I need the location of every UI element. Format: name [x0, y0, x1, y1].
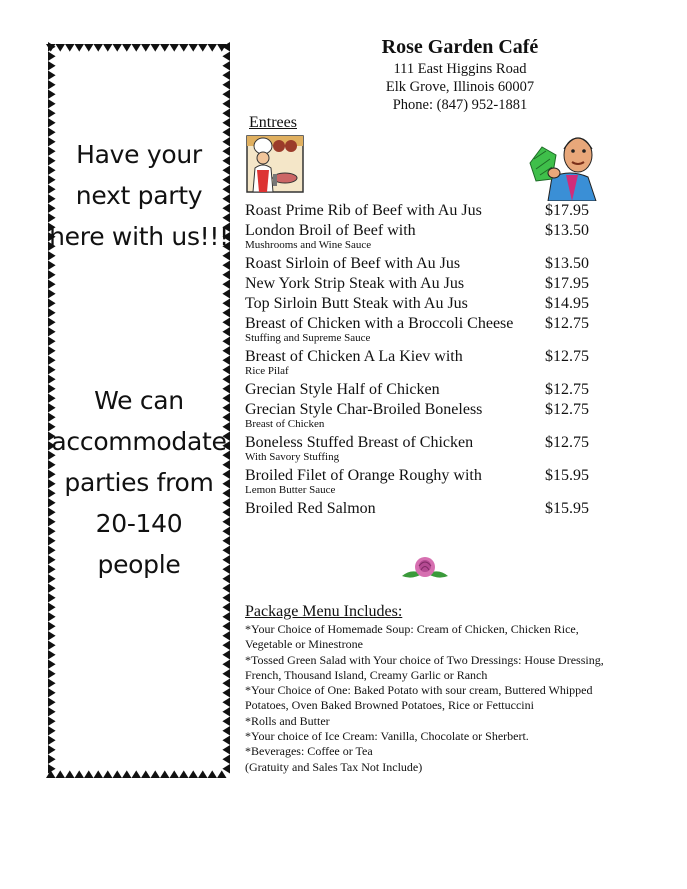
menu-item-name: Top Sirloin Butt Steak with Au Jus	[245, 295, 468, 312]
package-line: Potatoes, Oven Baked Browned Potatoes, Rice or Fettuccini	[245, 698, 534, 713]
party-promo-text	[44, 134, 234, 257]
promo-line: parties from	[64, 468, 214, 497]
menu-item-description: Lemon Butter Sauce	[245, 484, 336, 496]
menu-item-row	[245, 400, 605, 419]
package-line: *Your Choice of One: Baked Potato with sour cream, Buttered Whipped	[245, 683, 593, 698]
menu-item-price: $17.95	[545, 275, 589, 292]
package-line: French, Thousand Island, Creamy Garlic or Ranch	[245, 667, 488, 682]
rose-clipart-icon	[400, 554, 450, 584]
menu-item-price: $13.50	[545, 255, 589, 272]
man-with-money-clipart-icon	[526, 129, 602, 201]
menu-item-price: $12.75	[545, 348, 589, 365]
phone-number: Phone: (847) 952-1881	[392, 97, 528, 113]
package-line: *Rolls and Butter	[245, 713, 330, 728]
menu-item	[245, 201, 605, 220]
menu-item-price: $15.95	[545, 467, 589, 484]
promo-line: people	[97, 550, 181, 579]
menu-item	[245, 294, 605, 313]
promo-line: here with us!!!	[49, 222, 229, 251]
restaurant-header	[330, 34, 590, 114]
menu-item	[245, 499, 605, 518]
menu-item-price: $14.95	[545, 295, 589, 312]
menu-item-name: Broiled Red Salmon	[245, 500, 376, 517]
menu-item-name: Grecian Style Char-Broiled Boneless	[245, 401, 483, 418]
menu-item-price: $12.75	[545, 401, 589, 418]
package-line: (Gratuity and Sales Tax Not Include)	[245, 759, 423, 774]
menu-item-row	[245, 294, 605, 313]
menu-item-description: Stuffing and Supreme Sauce	[245, 332, 371, 344]
menu-item-row	[245, 254, 605, 273]
menu-item	[245, 466, 605, 496]
sidebar-panel	[44, 40, 234, 782]
entree-list	[245, 201, 605, 519]
menu-item-row	[245, 221, 605, 240]
capacity-promo-text	[44, 380, 234, 585]
menu-item-price: $12.75	[545, 434, 589, 451]
package-line: Vegetable or Minestrone	[245, 637, 363, 652]
package-menu	[245, 601, 655, 775]
address-line-2: Elk Grove, Illinois 60007	[385, 79, 535, 95]
menu-item-row	[245, 274, 605, 293]
promo-line: accommodate	[51, 427, 227, 456]
chef-clipart-icon	[245, 134, 305, 194]
menu-item	[245, 433, 605, 463]
menu-item	[245, 400, 605, 430]
menu-item-row	[245, 380, 605, 399]
address-line-1: 111 East Higgins Road	[393, 61, 527, 77]
promo-line: 20-140	[95, 509, 183, 538]
menu-item-name: New York Strip Steak with Au Jus	[245, 275, 465, 292]
menu-item-price: $12.75	[545, 381, 589, 398]
promo-line: Have your	[76, 140, 202, 169]
package-line: *Beverages: Coffee or Tea	[245, 744, 373, 759]
entrees-heading: Entrees	[249, 114, 297, 131]
menu-item-price: $12.75	[545, 315, 589, 332]
menu-item-description: Breast of Chicken	[245, 418, 325, 430]
menu-item-row	[245, 347, 605, 366]
menu-item-row	[245, 433, 605, 452]
menu-item-name: Breast of Chicken A La Kiev with	[245, 348, 463, 365]
menu-item-description: With Savory Stuffing	[245, 451, 340, 463]
cafe-name: Rose Garden Café	[381, 36, 539, 58]
menu-item	[245, 274, 605, 293]
menu-item-row	[245, 499, 605, 518]
package-menu-heading: Package Menu Includes:	[245, 603, 403, 620]
menu-item-row	[245, 314, 605, 333]
menu-item-price: $13.50	[545, 222, 589, 239]
menu-item-name: Grecian Style Half of Chicken	[245, 381, 440, 398]
menu-item-name: Broiled Filet of Orange Roughy with	[245, 467, 482, 484]
menu-item-price: $17.95	[545, 202, 589, 219]
menu-item-name: Boneless Stuffed Breast of Chicken	[245, 434, 474, 451]
package-line: *Your choice of Ice Cream: Vanilla, Chocolate or Sherbert.	[245, 729, 529, 744]
menu-item-row	[245, 201, 605, 220]
menu-item-name: Roast Sirloin of Beef with Au Jus	[245, 255, 461, 272]
menu-item-row	[245, 466, 605, 485]
package-line: *Tossed Green Salad with Your choice of Two Dressings: House Dressing,	[245, 652, 604, 667]
menu-item-description: Rice Pilaf	[245, 365, 289, 377]
menu-item	[245, 347, 605, 377]
menu-item	[245, 314, 605, 344]
menu-item-price: $15.95	[545, 500, 589, 517]
menu-item-name: London Broil of Beef with	[245, 222, 416, 239]
menu-item-description: Mushrooms and Wine Sauce	[245, 239, 372, 251]
menu-item	[245, 380, 605, 399]
promo-line: We can	[94, 386, 184, 415]
promo-line: next party	[75, 181, 203, 210]
menu-item	[245, 221, 605, 251]
menu-item	[245, 254, 605, 273]
package-line: *Your Choice of Homemade Soup: Cream of Chicken, Chicken Rice,	[245, 622, 579, 636]
menu-item-name: Breast of Chicken with a Broccoli Cheese	[245, 315, 514, 332]
menu-item-name: Roast Prime Rib of Beef with Au Jus	[245, 202, 482, 219]
